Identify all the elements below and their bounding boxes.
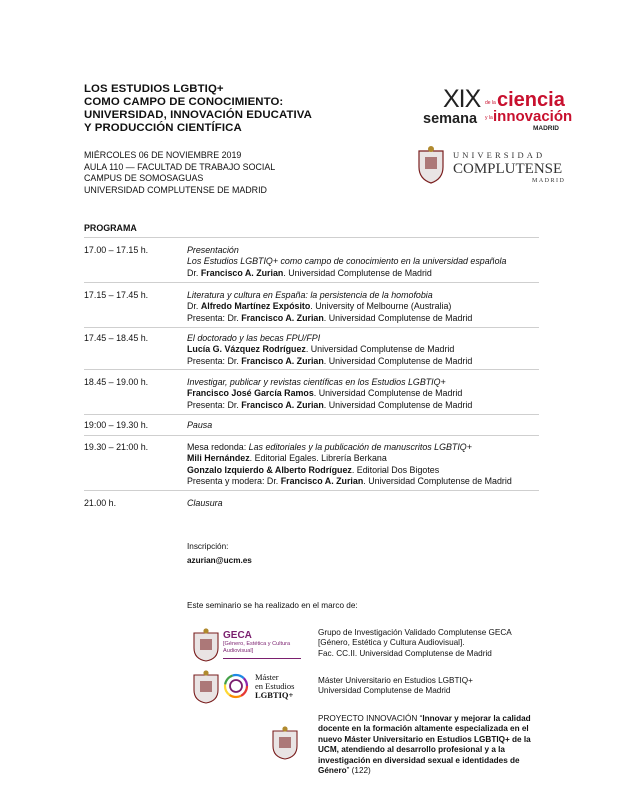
marco-text: Este seminario se ha realizado en el marco de:: [187, 601, 358, 610]
proyecto-line: [318, 766, 531, 776]
presenter-affiliation: . Universidad Complutense de Madrid: [323, 312, 473, 323]
proyecto-title-end: Género: [318, 766, 347, 776]
presenter-prefix: Presenta y modera: Dr.: [187, 476, 281, 487]
session-title: Clausura: [187, 498, 223, 508]
session-speaker: [187, 453, 512, 464]
session-details: [187, 498, 223, 509]
event-campus: CAMPUS DE SOMOSAGUAS: [84, 173, 204, 183]
divider: [84, 414, 539, 415]
divider: [84, 490, 539, 491]
ucm-seal-icon: [419, 146, 443, 183]
title-prefix: Mesa redonda:: [187, 442, 249, 452]
session-title: [187, 442, 512, 453]
session-time: 21.00 h.: [84, 498, 117, 508]
semana-ciencia-logo: [421, 83, 573, 135]
geca-logo-sub: [Género, Estética y Cultura: [223, 641, 291, 647]
master-logo-line: LGBTIQ+: [255, 690, 294, 700]
proyecto-line: UCM, atendiendo al desarrollo profesional y a la: [318, 745, 505, 755]
geca-underline: [223, 658, 301, 659]
ucm-universidad: UNIVERSIDAD: [453, 150, 546, 160]
presenter-name: Francisco A. Zurian: [241, 355, 324, 366]
speaker-prefix: Dr.: [187, 267, 201, 278]
speaker-affiliation: . University of Melbourne (Australia): [310, 301, 452, 312]
session-details: [187, 290, 472, 324]
speaker-affiliation: . Universidad Complutense de Madrid: [313, 388, 463, 399]
event-room: AULA 110 — FACULTAD DE TRABAJO SOCIAL: [84, 161, 276, 172]
session-details: [187, 442, 512, 488]
divider: [84, 435, 539, 436]
speaker-affiliation: . Universidad Complutense de Madrid: [305, 344, 455, 355]
geca-logo-title: GECA: [223, 630, 252, 641]
master-text: [318, 676, 473, 697]
session-details: [187, 245, 506, 279]
divider: [84, 327, 539, 328]
geca-logo-sub: Audiovisual]: [223, 648, 254, 654]
ucm-seal-icon: [191, 628, 221, 662]
proyecto-prefix: PROYECTO INNOVACIÓN “: [318, 714, 423, 723]
session-subtitle: Los Estudios LGBTIQ+ como campo de conocimiento en la universidad española: [187, 256, 507, 267]
divider: [84, 369, 539, 370]
session-title: Pausa: [187, 420, 213, 430]
presenter-prefix: Presenta: Dr.: [187, 355, 242, 366]
session-details: [187, 420, 212, 431]
master-logo: [255, 673, 294, 700]
divider: [84, 237, 539, 238]
master-logo-line: en Estudios: [255, 681, 295, 691]
speaker-prefix: Dr.: [187, 301, 201, 312]
session-speaker: [187, 388, 472, 399]
title-line: UNIVERSIDAD, INNOVACIÓN EDUCATIVA: [84, 109, 312, 121]
geca-logo: [223, 630, 290, 655]
speaker-name: Francisco José García Ramos: [187, 388, 314, 399]
ucm-complutense: COMPLUTENSE: [453, 161, 563, 177]
ucm-madrid: MADRID: [532, 178, 566, 184]
speaker-name: Francisco A. Zurian: [200, 267, 284, 278]
session-details: [187, 377, 472, 411]
ucm-logo: [415, 145, 565, 185]
title-line: Y PRODUCCIÓN CIENTÍFICA: [84, 122, 242, 134]
event-date: MIÉRCOLES 06 DE NOVIEMBRE 2019: [84, 150, 242, 160]
session-title: El doctorado y las becas FPU/FPI: [187, 333, 321, 343]
session-presenter: [187, 313, 472, 324]
session-presenter: [187, 476, 512, 487]
ucm-seal-icon: [191, 670, 221, 704]
event-title: [84, 83, 312, 135]
session-time: 19:00 – 19.30 h.: [84, 420, 149, 430]
title-line: COMO CAMPO DE CONOCIMIENTO:: [84, 96, 284, 108]
presenter-affiliation: . Universidad Complutense de Madrid: [323, 399, 473, 410]
proyecto-code: ” (122): [346, 766, 371, 776]
geca-line: [Género, Estética y Cultura Audiovisual].: [318, 638, 465, 648]
speaker-name: Mili Hernández: [187, 453, 250, 464]
proyecto-title: Innovar y mejorar la calidad: [422, 714, 531, 723]
geca-line: Fac. CC.II. Universidad Complutense de Madrid: [318, 648, 492, 658]
presenter-name: Francisco A. Zurian: [241, 399, 324, 410]
event-university: UNIVERSIDAD COMPLUTENSE DE MADRID: [84, 184, 267, 195]
session-time: 19.30 – 21:00 h.: [84, 442, 149, 452]
session-title: Presentación: [187, 245, 239, 255]
session-time: 17.45 – 18.45 h.: [84, 333, 149, 343]
rainbow-circle-icon: [223, 673, 249, 699]
session-presenter: [187, 400, 472, 411]
semana-madrid: MADRID: [533, 125, 559, 132]
presenter-name: Francisco A. Zurian: [241, 312, 324, 323]
session-speaker: [187, 301, 472, 312]
session-time: 17.00 – 17.15 h.: [84, 245, 149, 255]
proyecto-line: [318, 714, 531, 724]
divider: [84, 282, 539, 283]
semana-innovacion: innovación: [493, 108, 573, 125]
inscripcion-label: Inscripción:: [187, 542, 229, 551]
semana-de-la: de la: [485, 100, 496, 106]
semana-y-la: y la: [485, 115, 493, 121]
session-title: Investigar, publicar y revistas científicas en los Estudios LGBTIQ+: [187, 377, 446, 387]
semana-word: semana: [423, 111, 478, 127]
geca-text: [318, 628, 512, 659]
presenter-prefix: Presenta: Dr.: [187, 399, 242, 410]
presenter-prefix: Presenta: Dr.: [187, 312, 242, 323]
semana-ciencia: ciencia: [497, 89, 565, 111]
session-speaker: [187, 465, 512, 476]
session-details: [187, 333, 472, 367]
proyecto-text: [318, 714, 531, 776]
session-presenter: [187, 356, 472, 367]
inscripcion-email[interactable]: azurian@ucm.es: [187, 556, 252, 565]
session-title: Literatura y cultura en España: la persistencia de la homofobia: [187, 290, 433, 300]
programa-heading: PROGRAMA: [84, 223, 137, 233]
speaker-affiliation: . Editorial Egales. Librería Berkana: [249, 453, 387, 464]
speaker-affiliation: . Editorial Dos Bigotes: [351, 464, 440, 475]
title-italic: Las editoriales y la publicación de manuscritos LGBTIQ+: [248, 442, 472, 452]
master-line: Universidad Complutense de Madrid: [318, 686, 451, 696]
presenter-name: Francisco A. Zurian: [280, 476, 364, 487]
proyecto-line: investigación en diversidad sexual e identidades de: [318, 755, 520, 765]
session-time: 18.45 – 19.00 h.: [84, 377, 149, 387]
geca-line: Grupo de Investigación Validado Complutense GECA: [318, 628, 512, 637]
presenter-affiliation: . Universidad Complutense de Madrid: [363, 476, 512, 487]
master-line: Máster Universitario en Estudios LGBTIQ+: [318, 676, 473, 685]
semana-numeral: XIX: [443, 85, 481, 113]
session-time: 17.15 – 17.45 h.: [84, 290, 149, 300]
proyecto-line: nuevo Máster Universitario en Estudios LGBTIQ+ de la: [318, 734, 531, 744]
title-line: LOS ESTUDIOS LGBTIQ+: [84, 83, 224, 95]
speaker-affiliation: . Universidad Complutense de Madrid: [283, 267, 432, 278]
event-info: [84, 150, 275, 196]
proyecto-line: docente en la formación altamente especializada en el: [318, 724, 529, 734]
presenter-affiliation: . Universidad Complutense de Madrid: [323, 355, 473, 366]
speaker-name: Alfredo Martínez Expósito: [200, 301, 311, 312]
speaker-name: Gonzalo Izquierdo & Alberto Rodríguez: [187, 464, 352, 475]
speaker-name: Lucía G. Vázquez Rodríguez: [187, 344, 306, 355]
session-speaker: [187, 268, 506, 279]
ucm-seal-icon: [270, 726, 300, 760]
session-speaker: [187, 344, 472, 355]
master-logo-line: Máster: [255, 672, 279, 682]
